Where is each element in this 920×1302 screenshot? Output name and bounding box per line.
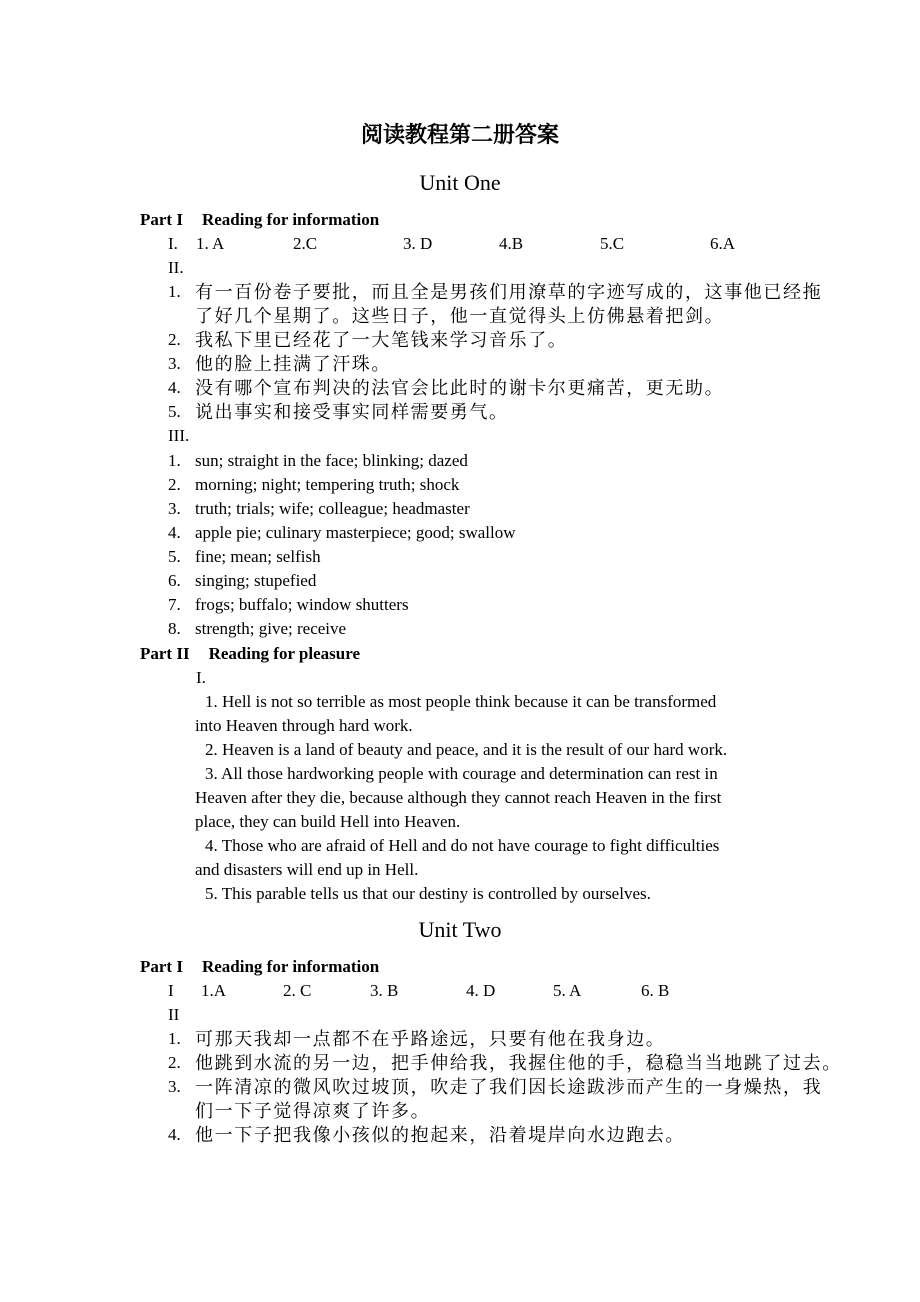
paragraph-line: 5. This parable tells us that our destiny is controlled by ourselves.	[205, 884, 651, 903]
paragraph-line: place, they can build Hell into Heaven.	[195, 812, 461, 831]
answer: 2.C	[293, 234, 318, 253]
item-text: 了好几个星期了。这些日子，他一直觉得头上仿佛悬着把剑。	[195, 306, 725, 326]
part-heading	[140, 642, 360, 666]
item-text: 说出事实和接受事实同样需要勇气。	[195, 402, 509, 422]
item-number: 5.	[168, 402, 181, 421]
paragraph-line: Heaven after they die, because although they cannot reach Heaven in the first	[195, 788, 722, 807]
part-heading	[140, 208, 379, 232]
paragraph-line: 4. Those who are afraid of Hell and do not have courage to fight difficulties	[205, 836, 720, 855]
item-text: singing; stupefied	[195, 571, 317, 590]
item-number: 7.	[168, 595, 181, 614]
paragraph-line: 3. All those hardworking people with courage and determination can rest in	[205, 764, 718, 783]
answer: 5. A	[553, 981, 582, 1000]
item-text: frogs; buffalo; window shutters	[195, 595, 409, 614]
item-text: 一阵清凉的微风吹过坡顶，吹走了我们因长途跋涉而产生的一身燥热，我	[195, 1077, 823, 1097]
item-text: apple pie; culinary masterpiece; good; swallow	[195, 523, 516, 542]
answer: 3. D	[403, 234, 433, 253]
part-heading	[140, 955, 379, 979]
item-number: 4.	[168, 523, 181, 542]
answer: 6.A	[710, 234, 736, 253]
document-title: 阅读教程第二册答案	[360, 122, 559, 147]
item-number: 2.	[168, 330, 181, 349]
item-text: morning; night; tempering truth; shock	[195, 475, 460, 494]
answer: 3. B	[370, 981, 399, 1000]
part-label: Part II	[140, 644, 190, 663]
item-text: truth; trials; wife; colleague; headmaster	[195, 499, 470, 518]
item-number: 3.	[168, 499, 181, 518]
item-text: 没有哪个宣布判决的法官会比此时的谢卡尔更痛苦，更无助。	[195, 378, 725, 398]
item-number: 8.	[168, 619, 181, 638]
item-text: 们一下子觉得凉爽了许多。	[195, 1101, 431, 1121]
item-text: 他的脸上挂满了汗珠。	[195, 354, 391, 374]
answer: 4.B	[499, 234, 524, 253]
unit-two-heading: Unit Two	[418, 917, 502, 942]
item-text: fine; mean; selfish	[195, 547, 321, 566]
answer: 1.A	[201, 981, 227, 1000]
paragraph-line: into Heaven through hard work.	[195, 716, 413, 735]
section-label: III.	[168, 426, 190, 445]
item-number: 4.	[168, 1125, 181, 1144]
item-text: 有一百份卷子要批，而且全是男孩们用潦草的字迹写成的，这事他已经拖	[195, 282, 823, 302]
unit-one-heading: Unit One	[419, 170, 501, 195]
answer: 2. C	[283, 981, 312, 1000]
section-label: II.	[168, 258, 184, 277]
part-title: Reading for information	[201, 210, 380, 229]
section-label: I	[168, 981, 174, 1000]
item-text: 他一下子把我像小孩似的抱起来，沿着堤岸向水边跑去。	[195, 1125, 685, 1145]
part-label: Part I	[140, 957, 183, 976]
item-number: 2.	[168, 1053, 181, 1072]
answer: 1. A	[196, 234, 225, 253]
item-number: 5.	[168, 547, 181, 566]
item-number: 1.	[168, 1029, 181, 1048]
answer: 6. B	[641, 981, 670, 1000]
part-title: Reading for pleasure	[208, 644, 361, 663]
section-label: I.	[168, 234, 178, 253]
item-number: 2.	[168, 475, 181, 494]
item-number: 6.	[168, 571, 181, 590]
item-number: 3.	[168, 354, 181, 373]
item-number: 1.	[168, 282, 181, 301]
paragraph-line: 2. Heaven is a land of beauty and peace, and it is the result of our hard work.	[205, 740, 728, 759]
item-number: 1.	[168, 451, 181, 470]
item-text: 可那天我却一点都不在乎路途远，只要有他在我身边。	[195, 1029, 666, 1049]
paragraph-line: 1. Hell is not so terrible as most people think because it can be transformed	[205, 692, 717, 711]
item-text: 我私下里已经花了一大笔钱来学习音乐了。	[195, 330, 568, 350]
item-text: sun; straight in the face; blinking; dazed	[195, 451, 468, 470]
part-label: Part I	[140, 210, 183, 229]
answer: 5.C	[600, 234, 625, 253]
item-number: 4.	[168, 378, 181, 397]
answer: 4. D	[466, 981, 496, 1000]
item-text: 他跳到水流的另一边，把手伸给我，我握住他的手，稳稳当当地跳了过去。	[195, 1053, 842, 1073]
section-label: I.	[196, 668, 206, 687]
item-text: strength; give; receive	[195, 619, 347, 638]
item-number: 3.	[168, 1077, 181, 1096]
section-label: II	[168, 1005, 180, 1024]
part-title: Reading for information	[201, 957, 380, 976]
paragraph-line: and disasters will end up in Hell.	[195, 860, 419, 879]
